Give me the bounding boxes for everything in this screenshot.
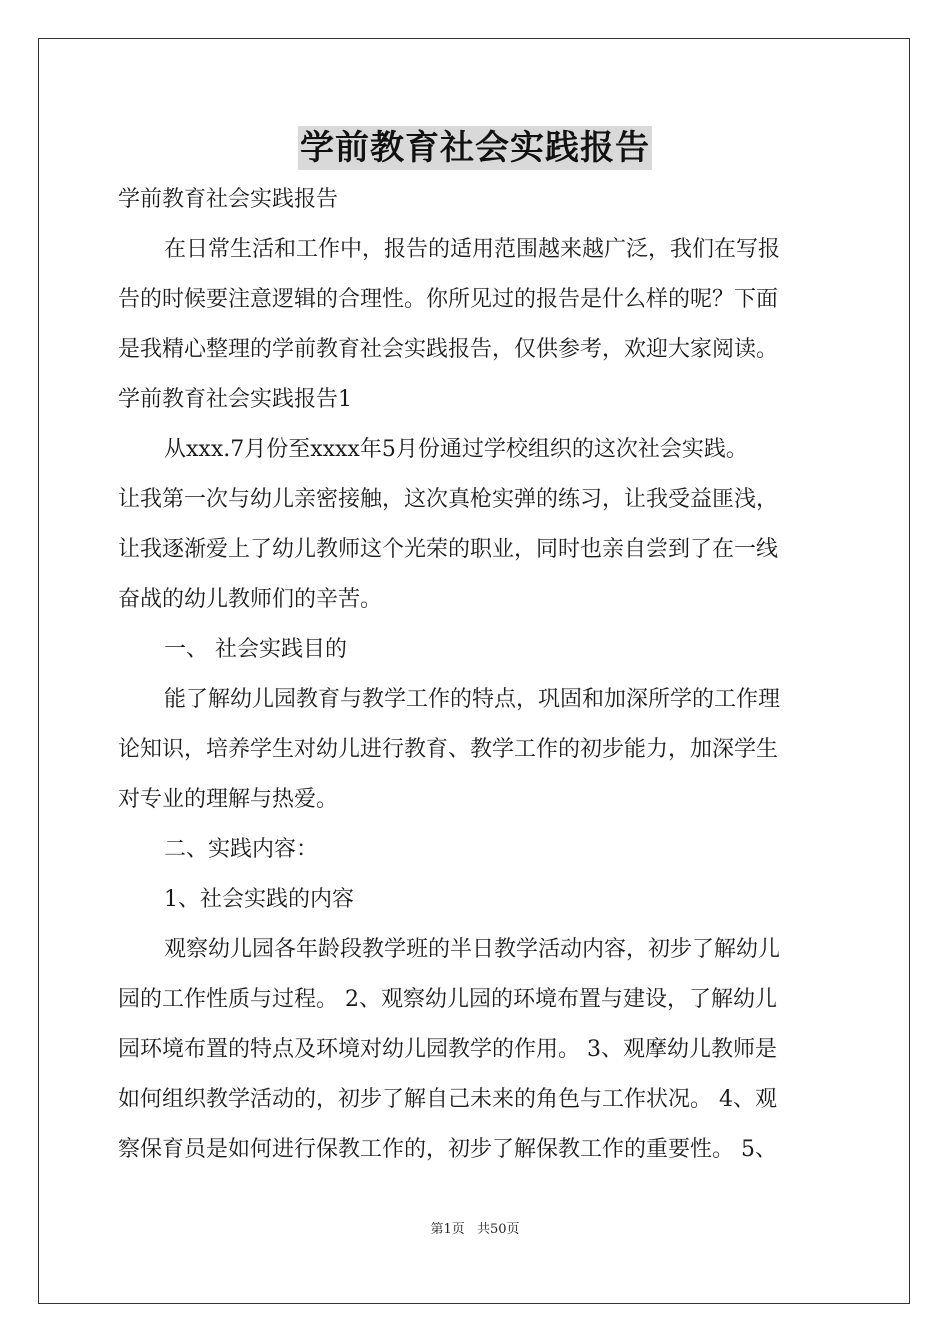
- subtitle-line: 学前教育社会实践报告: [118, 187, 339, 212]
- paragraph-line: 如何组织教学活动的，初步了解自己未来的角色与工作状况。 4、观: [118, 1087, 777, 1112]
- page-footer: [0, 1218, 950, 1237]
- paragraph-line: 观察幼儿园各年龄段教学班的半日教学活动内容，初步了解幼儿: [164, 937, 781, 962]
- paragraph-line: 能了解幼儿园教育与教学工作的特点，巩固和加深所学的工作理: [164, 687, 781, 712]
- paragraph-line: 在日常生活和工作中，报告的适用范围越来越广泛，我们在写报: [164, 237, 781, 262]
- document-title: 学前教育社会实践报告: [300, 128, 650, 168]
- subsection-heading: 一、 社会实践目的: [164, 637, 347, 662]
- paragraph-line: 对专业的理解与热爱。: [118, 787, 339, 812]
- title-container: [0, 126, 950, 170]
- section-heading: 学前教育社会实践报告1: [118, 387, 352, 412]
- page-total: 共50页: [476, 1222, 520, 1237]
- subsection-heading: 1、社会实践的内容: [164, 887, 354, 912]
- document-body: [118, 175, 836, 1175]
- paragraph-line: 园环境布置的特点及环境对幼儿园教学的作用。 3、观摩幼儿教师是: [118, 1037, 777, 1062]
- paragraph-line: 是我精心整理的学前教育社会实践报告，仅供参考，欢迎大家阅读。: [118, 337, 779, 362]
- paragraph-line: 奋战的幼儿教师们的辛苦。: [118, 587, 383, 612]
- paragraph-line: 让我第一次与幼儿亲密接触，这次真枪实弹的练习，让我受益匪浅，: [118, 487, 779, 512]
- subsection-heading: 二、实践内容：: [164, 837, 319, 862]
- paragraph-line: 告的时候要注意逻辑的合理性。你所见过的报告是什么样的呢？下面: [118, 287, 779, 312]
- paragraph-line: 察保育员是如何进行保教工作的，初步了解保教工作的重要性。 5、: [118, 1137, 777, 1162]
- page-number: 第1页: [430, 1222, 465, 1237]
- paragraph-line: 园的工作性质与过程。 2、观察幼儿园的环境布置与建设，了解幼儿: [118, 987, 777, 1012]
- paragraph-line: 从xxx.7月份至xxxx年5月份通过学校组织的这次社会实践。: [164, 437, 748, 462]
- paragraph-line: 论知识，培养学生对幼儿进行教育、教学工作的初步能力，加深学生: [118, 737, 779, 762]
- paragraph-line: 让我逐渐爱上了幼儿教师这个光荣的职业，同时也亲自尝到了在一线: [118, 537, 779, 562]
